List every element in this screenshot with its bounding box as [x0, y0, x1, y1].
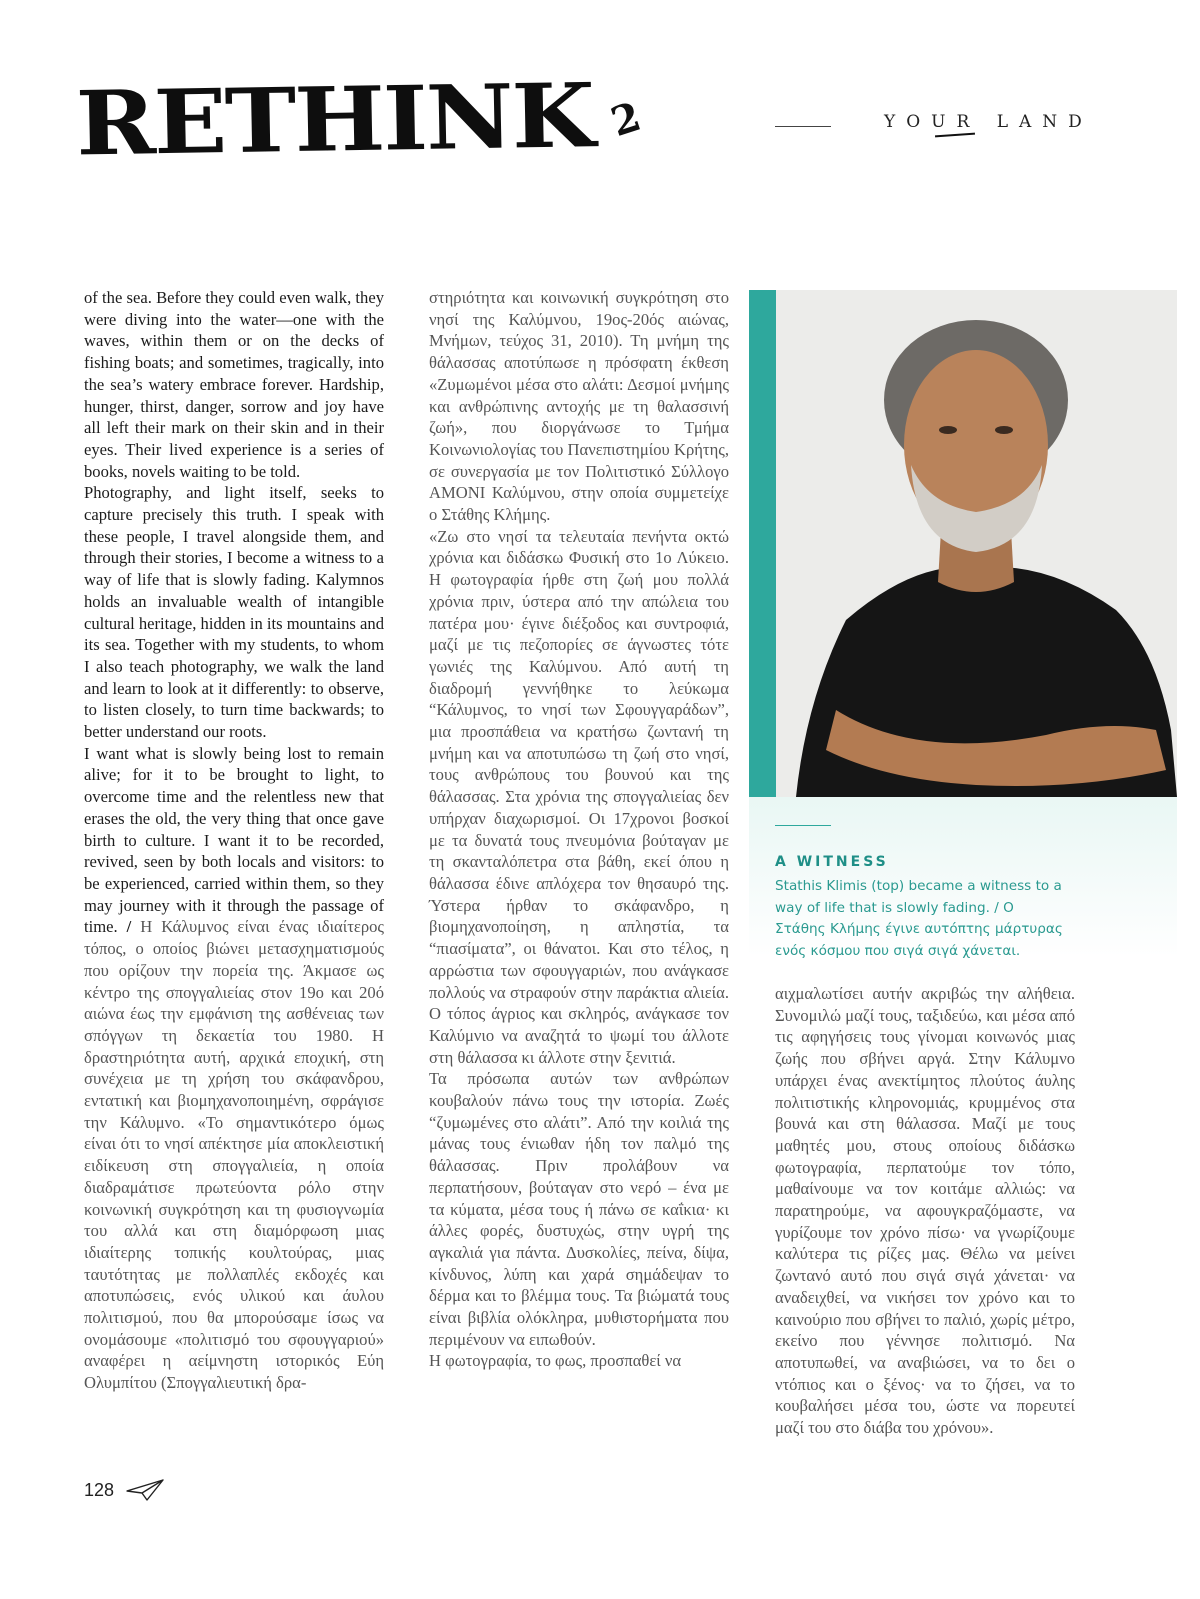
- caption-text: Stathis Klimis (top) became a witness to a way of life that is slowly fading. / Ο Στάθης Κλήμης έγινε αυτόπτης μάρτυρας ενός κόσμου που σιγά σιγά χάνεται.: [775, 878, 1063, 959]
- article-column-3: [775, 983, 1075, 1439]
- english-paragraph: Photography, and light itself, seeks to capture precisely this truth. I speak with these people, I travel alongside them, and through their stories, I become a witness to a way of life that is slowly fading. Kalymnos holds an invaluable wealth of intangible cultural heritage, hidden in its mountains and its sea. Together with my students, to whom I also teach photography, we walk the land and learn to look at it differently: to observe, to listen closely, to turn time backwards; to better understand our roots.: [84, 483, 385, 742]
- portrait-photo: [776, 290, 1177, 797]
- page-number: 128: [84, 1480, 115, 1500]
- section-label: YOUR LAND: [884, 112, 1093, 132]
- greek-paragraph: Η φωτογραφία, το φως, προσπαθεί να: [429, 1351, 682, 1371]
- caption-rule: [775, 825, 831, 826]
- magazine-logo: RETHINK: [75, 63, 595, 176]
- issue-mark: 2: [605, 92, 647, 147]
- article-column-1: [84, 287, 384, 1394]
- section-rule: [775, 126, 831, 127]
- greek-paragraph: στηριότητα και κοινωνική συγκρότηση στο νησί της Καλύμνου, 19ος-20ός αιώνας, Μνήμων, τεύχος 31, 2010). Τη μνήμη της θάλασσας αποτύπωσε η πρόσφατη έκθεση «Ζυμωμένοι μέσα στο αλάτι: Δεσμοί μνήμης και ανθρώπινης αντοχής με τη θαλασσινή ζωή», που διοργάνωσε το Τμήμα Κοινωνιολογίας του Πανεπιστημίου Κρήτης, σε συνεργασία με τον Πολιτιστικό Σύλλογο ΑΜΟΝΙ Καλύμνου, στην οποία συμμετείχε ο Στάθης Κλήμης.: [429, 288, 729, 525]
- caption-title: A WITNESS: [775, 854, 889, 870]
- english-paragraph: of the sea. Before they could even walk, they were diving into the water—one with the waves, within them or on the decks of fishing boats; and sometimes, tragically, into the sea’s watery embrace forever. Hardship, hunger, thirst, danger, sorrow and joy have all left their mark on their skin and in their eyes. Their lived experience is a series of books, novels waiting to be told.: [84, 288, 384, 481]
- greek-text: Η Κάλυμνος είναι ένας ιδιαίτερος τόπος, ο οποίος βιώνει μετασχηματισμούς που ορίζουν την πορεία της. Άκμασε ως κέντρο της σπογγαλιείας στον 19ο και 20ό αιώνα έως την εμφάνιση της ασθένειας των σπόγγων τη δεκαετία του 1980. Η δραστηριότητα αυτή, αρχικά εποχική, στη συνέχεια με τη χρήση του σκάφανδρου, εντατική και βιομηχανοποιημένη, σφράγισε την Κάλυμνο. «Το σημαντικότερο όμως είναι ότι το νησί απέκτησε μία αποκλειστική ειδίκευση στη σπογγαλιεία, η οποία διαδραμάτισε πρωτεύοντα ρόλο στην κοινωνική συγκρότηση και τη φυσιογνωμία του αλλά και στη διαμόρφωση μιας ιδιαίτερης τοπικής κουλτούρας, μιας ταυτότητας με πολλαπλές εκδοχές και αποτυπώσεις, ενός υλικού και άυλου πολιτισμού, που θα μπορούσαμε ίσως να ονομάσουμε «πολιτισμό του σφουγγαριού» αναφέρει η αείμνηστη ιστορικός Εύη Ολυμπίτου (Σπογγαλιευτική δρα-: [84, 917, 384, 1393]
- greek-paragraph: Τα πρόσωπα αυτών των ανθρώπων κουβαλούν πάνω τους την ιστορία. Ζωές “ζυμωμένες στο αλάτι”. Από την κοιλιά της μάνας τους ένιωθαν ήδη τον παλμό της θάλασσας. Πριν προλάβουν να περπατήσουν, βούταγαν στο νερό – ένα με τα κύματα, μέσα τους ή πάνω σε καΐκια· κι άλλες φορές, δυστυχώς, στην υγρή της αγκαλιά για πάντα. Δυσκολίες, πείνα, δίψα, κίνδυνος, λύπη και χαρά σημάδεψαν το δέρμα και το βλέμμα τους. Τα βιώματά τους είναι βιβλία ολόκληρα, μυθιστορήματα που περιμένουν να ειπωθούν.: [429, 1069, 729, 1349]
- greek-paragraph: «Ζω στο νησί τα τελευταία πενήντα οκτώ χρόνια και διδάσκω Φυσική στο 1ο Λύκειο. Η φωτογραφία ήρθε στη ζωή μου πολλά χρόνια πριν, ύστερα από την απώλεια του πατέρα μου· έγινε διέξοδος και συντροφιά, μαζί με τις πεζοπορίες σε άγνωστες τότε γωνιές της Καλύμνου. Από αυτή τη διαδρομή γεννήθηκε το λεύκωμα “Κάλυμνος, το νησί των Σφουγγαράδων”, μια προσπάθεια να κρατήσω ζωντανή τη μνήμη και να αποτυπώσω τη ζωή στο νησί, τους ανθρώπους του βουνού και της θάλασσας. Στα χρόνια της σπογγαλιείας δεν υπήρχαν διαχωρισμοί. Οι 17χρονοι βοσκοί με τα δυνατά τους πνευμόνια βούταγαν με τη σκανταλόπετρα στα βάθη, εκεί όπου η θάλασσα έδινε απλόχερα τον θησαυρό της. Ύστερα ήρθαν το σκάφανδρο, η βιομηχανοποίηση, η απληστία, τα “πιασίματα”, οι θάνατοι. Και στο τέλος, η αρρώστια των σφουγγαριών, που ανάγκασε πολλούς να στραφούν στην παράκτια αλιεία. Ο τόπος άγριος και σκληρός, ανάγκασε τον Καλύμνιο να αναζητά το ψωμί του άλλοτε στη θάλασσα κι άλλοτε στην ξενιτιά.: [429, 526, 729, 1067]
- article-column-2: [429, 287, 729, 1372]
- paper-plane-icon: [125, 1478, 165, 1502]
- photo-accent-bar: [749, 290, 776, 797]
- language-separator: /: [117, 917, 141, 937]
- greek-paragraph: αιχμαλωτίσει αυτήν ακριβώς την αλήθεια. Συνομιλώ μαζί τους, ταξιδεύω, και μέσα από τις αφηγήσεις τους γίνομαι κοινωνός μιας ζωής που σβήνει αργά. Στην Κάλυμνο υπάρχει ένας ανεκτίμητος πλούτος άυλης πολιτιστικής κληρονομιάς, κρυμμένος στα βουνά και στη θάλασσα. Μαζί με τους μαθητές μου, στους οποίους διδάσκω φωτογραφία, περπατούμε τον τόπο, μαθαίνουμε να τον κοιτάμε αλλιώς: να παρατηρούμε, να αφουγκραζόμαστε, να γυρίζουμε τον χρόνο πίσω· να γνωρίζουμε καλύτερα τις ρίζες μας. Θέλω να μείνει ζωντανό αυτό που σιγά σιγά χάνεται· να αναδειχθεί, να νικήσει τον χρόνο και το καινούριο που σβήνει το παλιό, χωρίς μέτρο, εκείνο που γέννησε πολιτισμό. Να αποτυπωθεί, να αναβιώσει, να το δει ο ντόπιος και ο ξένος· να το ζήσει, να το κουβαλήσει μέσα του, ώστε να πορευτεί μαζί του στο διάβα του χρόνου».: [775, 984, 1075, 1438]
- english-greek-paragraph: [84, 743, 384, 1394]
- section-underline: [935, 133, 975, 138]
- english-text: I want what is slowly being lost to remain alive; for it to be brought to light, to overcome time and the relentless new that erases the old, the very thing that once gave birth to culture. I want it to be recorded, revived, seen by both locals and visitors: to be experienced, carried within them, so they may journey with it through the passage of time.: [84, 743, 384, 937]
